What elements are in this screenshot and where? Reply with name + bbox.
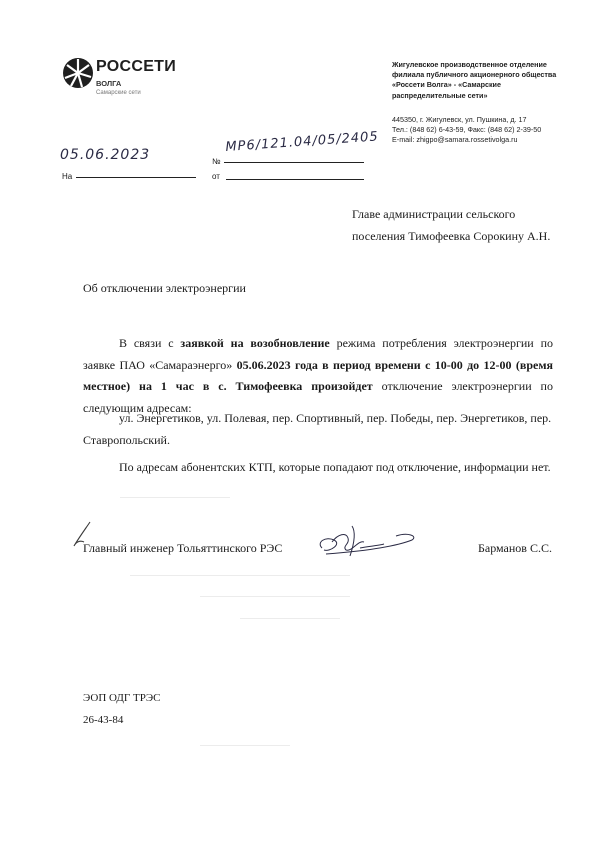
sender-address: 445350, г. Жигулевск, ул. Пушкина, д. 17 bbox=[392, 114, 527, 124]
show-through-mark bbox=[200, 745, 290, 746]
sender-line: Жигулевское производственное отделение bbox=[392, 60, 547, 69]
body-paragraph-addresses: ул. Энергетиков, ул. Полевая, пер. Спортивный, пер. Победы, пер. Энергетиков, пер. Ставропольский. bbox=[83, 411, 552, 447]
body-paragraph-notice bbox=[83, 333, 553, 419]
rosseti-logo-icon bbox=[62, 57, 94, 89]
sender-line: «Россети Волга» - «Самарские bbox=[392, 80, 501, 90]
addressee-block bbox=[352, 203, 572, 247]
ot-underline bbox=[226, 179, 364, 180]
date-underline bbox=[76, 177, 196, 178]
signatory-title: Главный инженер Тольяттинского РЭС bbox=[83, 541, 283, 555]
logo-subtitle: Самарские сети bbox=[96, 90, 141, 96]
ot-label: от bbox=[212, 172, 220, 181]
logo-region: ВОЛГА bbox=[96, 79, 122, 88]
text-run: В связи с bbox=[119, 336, 181, 350]
footer-department: ЭОП ОДГ ТРЭС bbox=[83, 692, 161, 704]
text-run: отключение электроэнергии по следующим адресам: bbox=[83, 379, 553, 415]
signatory-name: Барманов С.С. bbox=[478, 541, 552, 555]
addressee-line: поселения Тимофеевка Сорокину А.Н. bbox=[352, 229, 551, 243]
sender-block bbox=[392, 60, 582, 145]
text-run-bold: заявкой на возобновление bbox=[180, 336, 330, 350]
number-label: № bbox=[212, 157, 221, 166]
registration-date: 05.06.2023 bbox=[60, 147, 151, 163]
sender-line: распределительные сети» bbox=[392, 90, 488, 100]
body-paragraph-ktp: По адресам абонентских КТП, которые попадают под отключение, информации нет. bbox=[119, 460, 551, 474]
na-label: На bbox=[62, 172, 73, 181]
show-through-mark bbox=[240, 618, 340, 619]
sender-line: филиала публичного акционерного общества bbox=[392, 70, 557, 80]
letter-subject: Об отключении электроэнергии bbox=[83, 281, 246, 295]
addressee-line: Главе администрации сельского bbox=[352, 207, 516, 221]
footer-phone: 26-43-84 bbox=[83, 714, 124, 726]
text-run-bold: 05.06.2023 года в период времени с 10-00 до 12-00 (время местное) на 1 час в с. Тимофеевка произойдет bbox=[83, 357, 554, 393]
text-run: режима потребления электроэнергии по заявке ПАО «Самараэнерго» bbox=[83, 336, 553, 372]
show-through-mark bbox=[130, 575, 350, 576]
registration-number: МР6/121.04/05/2405 bbox=[224, 129, 380, 155]
logo-name: РОССЕТИ bbox=[96, 58, 177, 75]
sender-email: E-mail: zhigpo@samara.rossetivolga.ru bbox=[392, 135, 518, 145]
sender-phone: Тел.: (848 62) 6-43-59, Факс: (848 62) 2-39-50 bbox=[392, 125, 542, 135]
number-underline bbox=[224, 162, 364, 163]
show-through-mark bbox=[200, 596, 350, 597]
handwritten-signature-icon bbox=[312, 522, 422, 564]
show-through-mark bbox=[120, 497, 230, 498]
